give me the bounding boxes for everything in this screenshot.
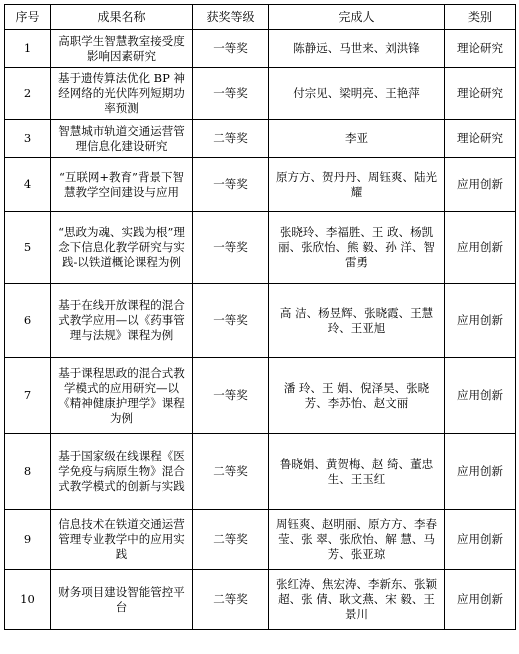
cell-name: 高职学生智慧教室接受度影响因素研究 — [51, 30, 193, 68]
table-row — [5, 284, 516, 358]
header-no: 序号 — [5, 5, 51, 30]
cell-name: 基于国家级在线课程《医学免疫与病原生物》混合式教学模式的创新与实践 — [51, 434, 193, 510]
cell-award: 二等奖 — [193, 120, 269, 158]
cell-name: 基于在线开放课程的混合式教学应用—以《药事管理与法规》课程为例 — [51, 284, 193, 358]
cell-no: 6 — [5, 284, 51, 358]
cell-name: 信息技术在铁道交通运营管理专业教学中的应用实践 — [51, 510, 193, 570]
cell-award: 一等奖 — [193, 68, 269, 120]
cell-no: 1 — [5, 30, 51, 68]
cell-category: 应用创新 — [445, 284, 516, 358]
cell-award: 二等奖 — [193, 570, 269, 630]
cell-people: 鲁晓娟、黄贺梅、赵 绮、董忠生、王玉红 — [269, 434, 445, 510]
cell-people: 高 洁、杨昱辉、张晓霞、王慧玲、王亚旭 — [269, 284, 445, 358]
cell-name: 基于遗传算法优化 BP 神经网络的光伏阵列短期功率预测 — [51, 68, 193, 120]
cell-people: 潘 玲、王 娟、倪泽昊、张晓芳、李苏怡、赵文丽 — [269, 358, 445, 434]
cell-category: 理论研究 — [445, 30, 516, 68]
cell-no: 8 — [5, 434, 51, 510]
cell-name: 财务项目建设智能管控平台 — [51, 570, 193, 630]
cell-category: 应用创新 — [445, 510, 516, 570]
cell-no: 7 — [5, 358, 51, 434]
header-category: 类别 — [445, 5, 516, 30]
cell-category: 应用创新 — [445, 570, 516, 630]
cell-category: 理论研究 — [445, 68, 516, 120]
cell-people: 张晓玲、李福胜、王 政、杨凯丽、张欣怡、熊 毅、孙 洋、智雷勇 — [269, 212, 445, 284]
cell-people: 原方方、贺丹丹、周钰爽、陆光耀 — [269, 158, 445, 212]
table-row — [5, 570, 516, 630]
cell-award: 二等奖 — [193, 434, 269, 510]
cell-no: 2 — [5, 68, 51, 120]
table-row — [5, 212, 516, 284]
awards-table — [4, 4, 516, 630]
cell-people: 周钰爽、赵明丽、原方方、李春莹、张 翠、张欣怡、解 慧、马 芳、张亚琼 — [269, 510, 445, 570]
table-row — [5, 434, 516, 510]
header-award: 获奖等级 — [193, 5, 269, 30]
table-row — [5, 120, 516, 158]
cell-people: 陈静远、马世来、刘洪锋 — [269, 30, 445, 68]
cell-no: 3 — [5, 120, 51, 158]
cell-people: 张红涛、焦宏涛、李新东、张颖超、张 倩、耿文燕、宋 毅、王景川 — [269, 570, 445, 630]
header-name: 成果名称 — [51, 5, 193, 30]
cell-category: 理论研究 — [445, 120, 516, 158]
table-header-row — [5, 5, 516, 30]
cell-category: 应用创新 — [445, 434, 516, 510]
table-row — [5, 158, 516, 212]
cell-no: 4 — [5, 158, 51, 212]
cell-no: 9 — [5, 510, 51, 570]
cell-no: 10 — [5, 570, 51, 630]
cell-name: “互联网+教育”背景下智慧教学空间建设与应用 — [51, 158, 193, 212]
cell-name: “思政为魂、实践为根”理念下信息化教学研究与实践-以铁道概论课程为例 — [51, 212, 193, 284]
cell-award: 一等奖 — [193, 284, 269, 358]
cell-award: 一等奖 — [193, 30, 269, 68]
cell-award: 一等奖 — [193, 212, 269, 284]
cell-category: 应用创新 — [445, 158, 516, 212]
cell-category: 应用创新 — [445, 358, 516, 434]
cell-award: 一等奖 — [193, 358, 269, 434]
cell-category: 应用创新 — [445, 212, 516, 284]
table-row — [5, 510, 516, 570]
table-row — [5, 68, 516, 120]
cell-people: 李亚 — [269, 120, 445, 158]
cell-name: 基于课程思政的混合式教学模式的应用研究—以《精神健康护理学》课程为例 — [51, 358, 193, 434]
table-row — [5, 30, 516, 68]
cell-award: 二等奖 — [193, 510, 269, 570]
table-row — [5, 358, 516, 434]
cell-name: 智慧城市轨道交通运营管理信息化建设研究 — [51, 120, 193, 158]
cell-no: 5 — [5, 212, 51, 284]
cell-award: 一等奖 — [193, 158, 269, 212]
cell-people: 付宗见、梁明亮、王艳萍 — [269, 68, 445, 120]
header-people: 完成人 — [269, 5, 445, 30]
